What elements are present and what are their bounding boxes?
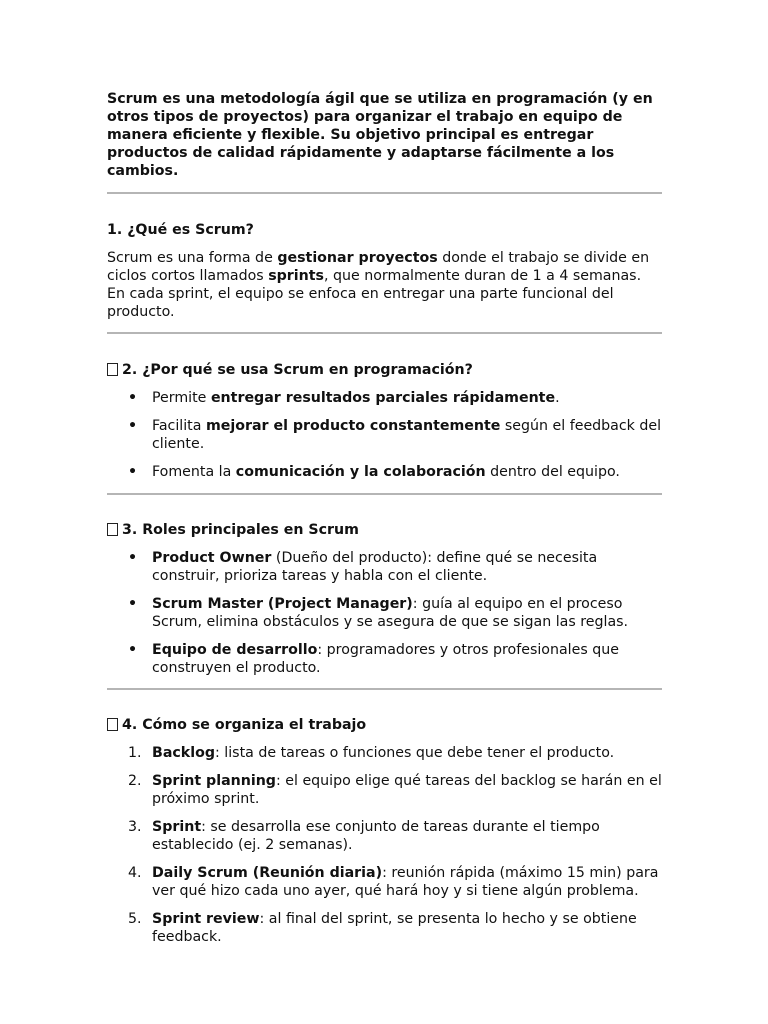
bold-run: Sprint planning xyxy=(152,773,276,789)
section-3-title: 3. Roles principales en Scrum xyxy=(122,522,359,538)
list-item xyxy=(107,910,662,946)
section-4-heading xyxy=(107,716,662,734)
section-1-heading: 1. ¿Qué es Scrum? xyxy=(107,222,254,238)
emoji-placeholder-icon xyxy=(107,718,118,731)
section-3-list xyxy=(107,549,662,677)
divider xyxy=(107,192,662,194)
bold-run: Scrum Master (Project Manager) xyxy=(152,596,413,612)
text-run: Scrum es una forma de xyxy=(107,250,278,266)
bold-run: Product Owner xyxy=(152,550,272,566)
list-item xyxy=(107,549,662,585)
document-content xyxy=(107,90,662,946)
section-2-title: 2. ¿Por qué se usa Scrum en programación? xyxy=(122,362,473,378)
text-run: según el feedback del cliente. xyxy=(152,418,662,452)
text-run: : el equipo elige qué tareas del backlog se harán en el próximo sprint. xyxy=(152,773,662,807)
bold-run: comunicación y la colaboración xyxy=(235,464,486,480)
list-item xyxy=(107,417,662,453)
text-run: : se desarrolla ese conjunto de tareas durante el tiempo establecido (ej. 2 semanas). xyxy=(152,819,600,853)
text-run: : programadores y otros profesionales que construyen el producto. xyxy=(152,642,619,676)
bold-run: mejorar el producto constantemente xyxy=(205,418,501,434)
list-number: 1. xyxy=(128,745,142,761)
bold-run: gestionar proyectos xyxy=(277,250,438,266)
list-number: 4. xyxy=(128,865,142,881)
list-item xyxy=(107,818,662,854)
text-run: Facilita xyxy=(152,418,206,434)
text-run: : lista de tareas o funciones que debe tener el producto. xyxy=(215,745,615,761)
bullet-icon: • xyxy=(128,390,138,406)
divider xyxy=(107,332,662,334)
list-item xyxy=(107,772,662,808)
list-item xyxy=(107,595,662,631)
text-run: (Dueño del producto): define qué se necesita construir, prioriza tareas y habla con el cliente. xyxy=(152,550,598,584)
section-2-heading xyxy=(107,361,662,379)
list-item xyxy=(107,389,662,407)
section-1-paragraph xyxy=(107,249,662,321)
text-run: : reunión rápida (máximo 15 min) para ver qué hizo cada uno ayer, qué hará hoy y si tiene algún problema. xyxy=(152,865,659,899)
section-2-list xyxy=(107,389,662,481)
list-number: 5. xyxy=(128,911,142,927)
section-4-list xyxy=(107,744,662,946)
bullet-icon: • xyxy=(128,418,138,434)
emoji-placeholder-icon xyxy=(107,523,118,536)
text-run: . xyxy=(555,390,560,406)
bullet-icon: • xyxy=(128,642,138,658)
text-run: Permite xyxy=(152,390,211,406)
bullet-icon: • xyxy=(128,464,138,480)
text-run: Fomenta la xyxy=(152,464,236,480)
text-run: dentro del equipo. xyxy=(485,464,620,480)
bullet-icon: • xyxy=(128,550,138,566)
list-number: 3. xyxy=(128,819,142,835)
list-item xyxy=(107,744,662,762)
text-run: donde el trabajo se divide en ciclos cortos llamados xyxy=(107,250,650,284)
divider xyxy=(107,493,662,495)
section-3-heading xyxy=(107,521,662,539)
emoji-placeholder-icon xyxy=(107,363,118,376)
list-item xyxy=(107,463,662,481)
bold-run: sprints xyxy=(268,268,324,284)
text-run: : guía al equipo en el proceso Scrum, elimina obstáculos y se asegura de que se sigan las reglas. xyxy=(152,596,629,630)
divider xyxy=(107,688,662,690)
bold-run: Sprint review xyxy=(152,911,260,927)
section-4-title: 4. Cómo se organiza el trabajo xyxy=(122,717,367,733)
bold-run: Sprint xyxy=(152,819,202,835)
list-number: 2. xyxy=(128,773,142,789)
bold-run: entregar resultados parciales rápidamente xyxy=(210,390,556,406)
intro-paragraph: Scrum es una metodología ágil que se utiliza en programación (y en otros tipos de proyectos) para organizar el trabajo en equipo de manera eficiente y flexible. Su objetivo principal es entregar productos de calidad rápidamente y adaptarse fácilmente a los cambios. xyxy=(107,91,653,179)
list-item xyxy=(107,864,662,900)
text-run: : al final del sprint, se presenta lo hecho y se obtiene feedback. xyxy=(152,911,637,945)
list-item xyxy=(107,641,662,677)
bold-run: Equipo de desarrollo xyxy=(152,642,318,658)
bullet-icon: • xyxy=(128,596,138,612)
text-run: , que normalmente duran de 1 a 4 semanas. En cada sprint, el equipo se enfoca en entregar una parte funcional del producto. xyxy=(107,268,642,320)
bold-run: Daily Scrum (Reunión diaria) xyxy=(152,865,383,881)
bold-run: Backlog xyxy=(152,745,215,761)
